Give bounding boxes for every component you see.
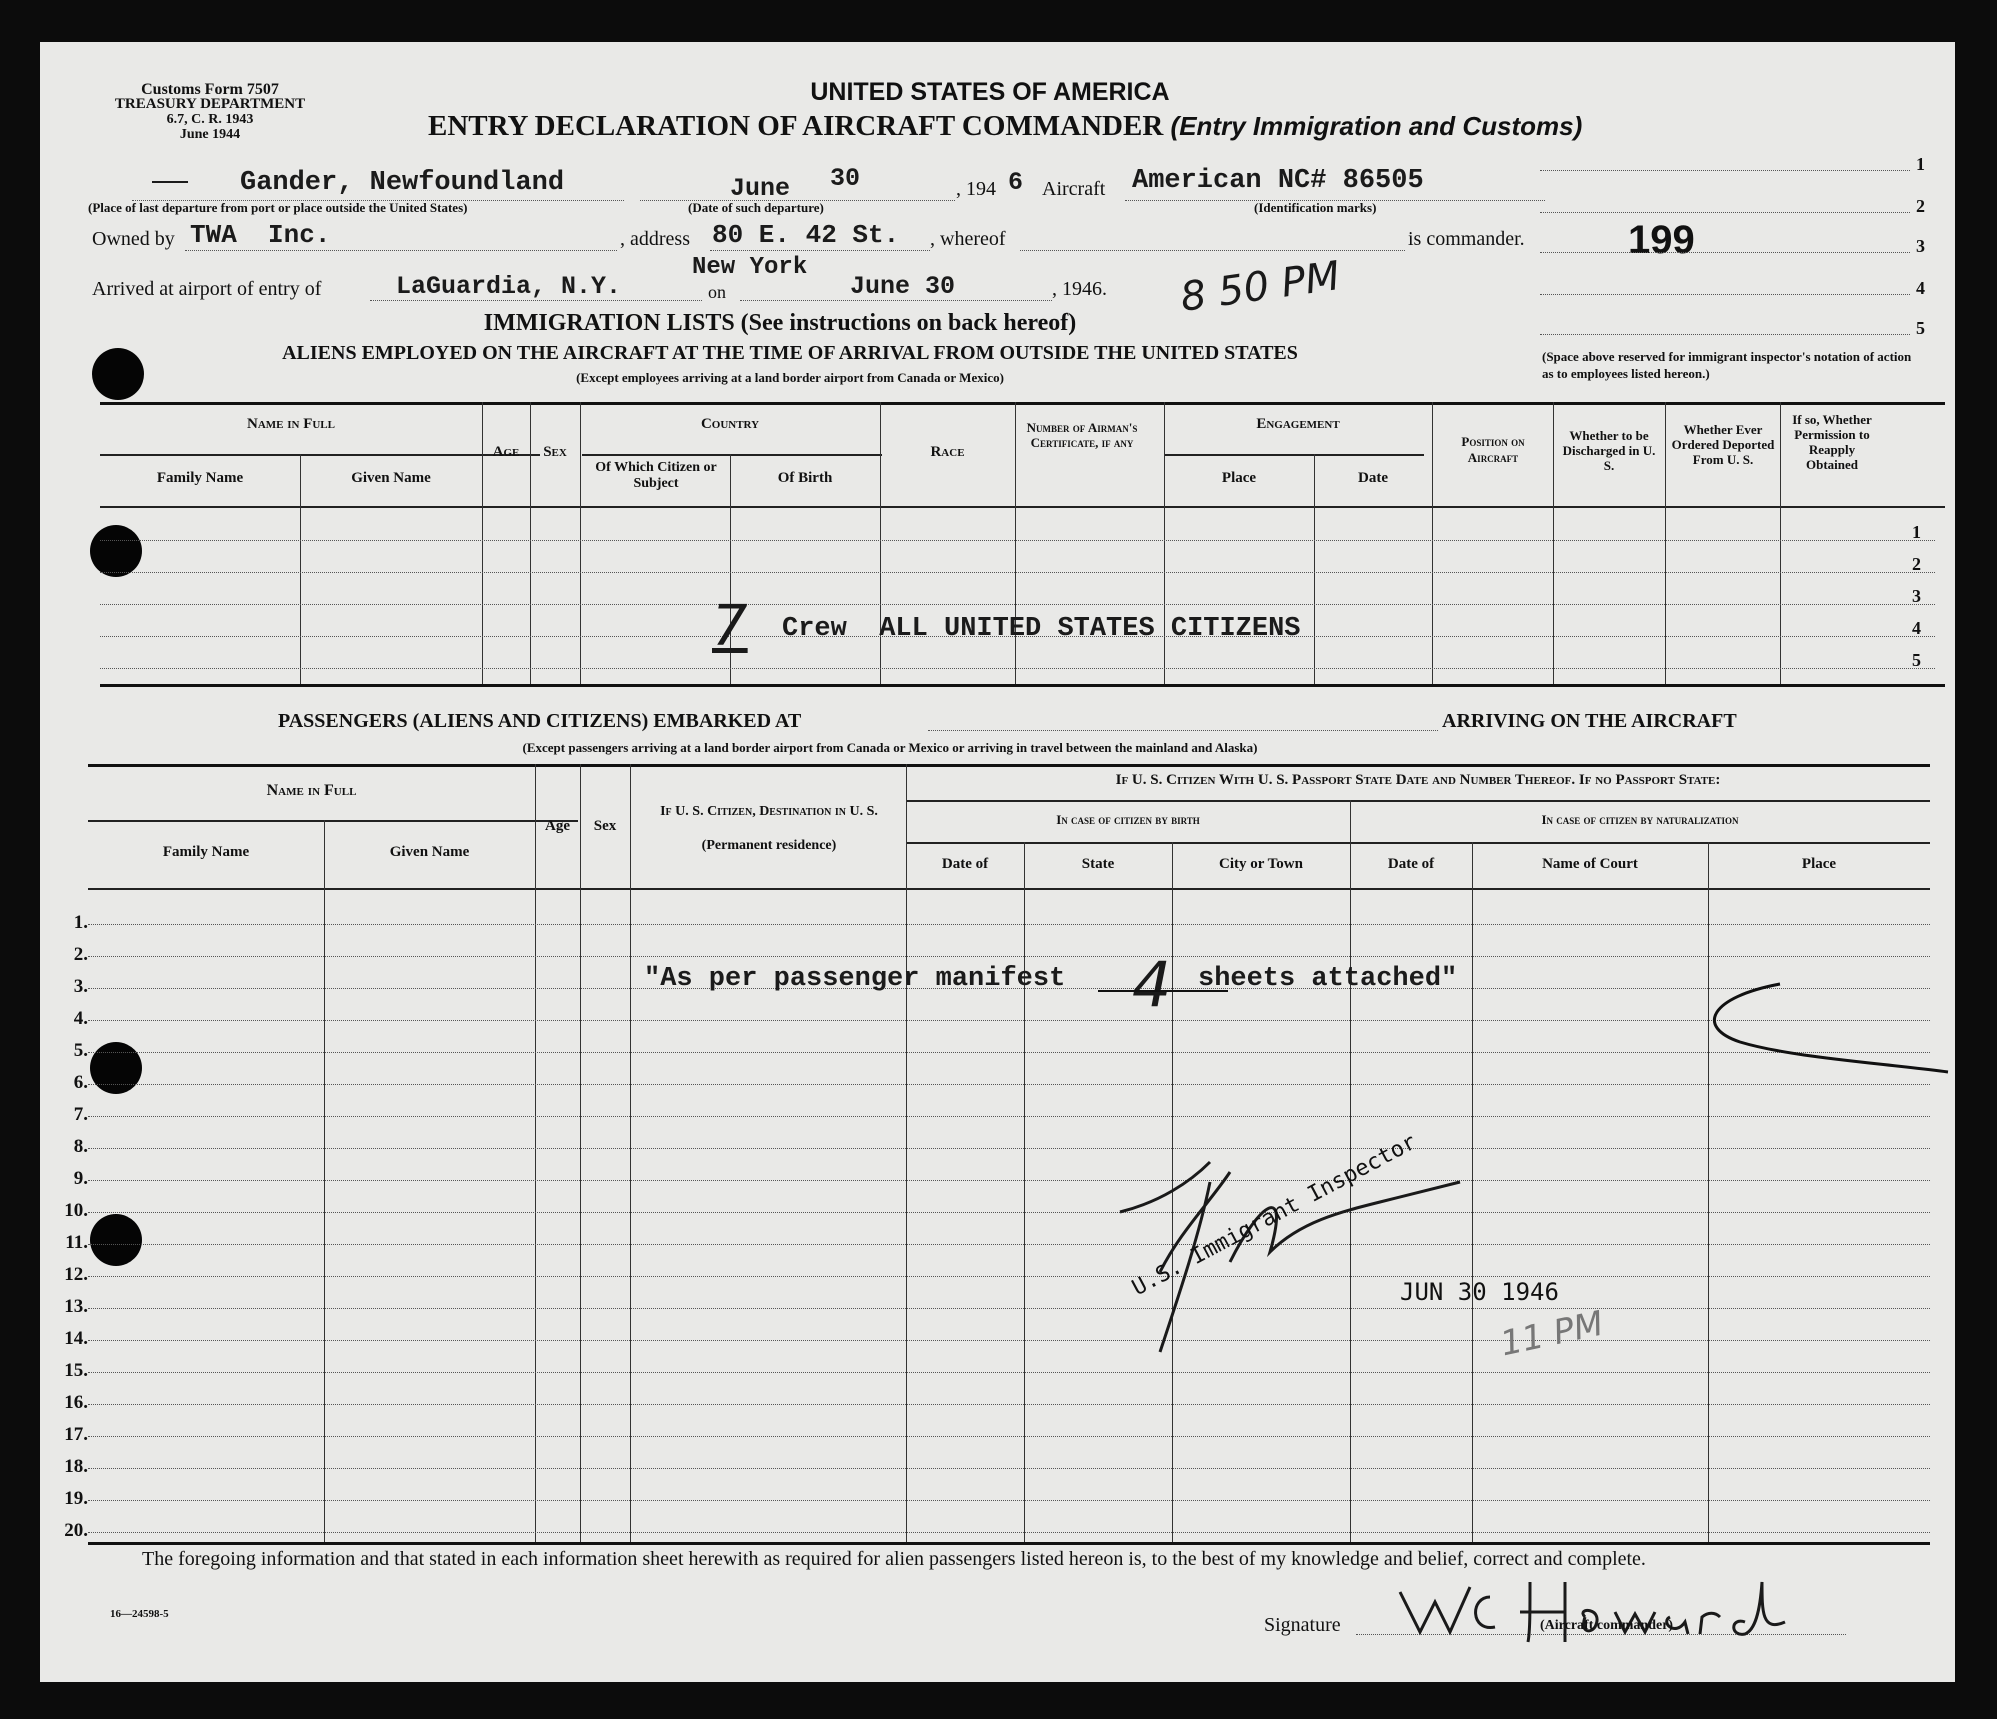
crew-col-birth: Of Birth — [777, 470, 833, 486]
pax-row-19: 19. — [64, 1488, 88, 1509]
departure-day: 30 — [830, 164, 861, 193]
owned-label: Owned by — [92, 228, 175, 250]
inspector-stamp-title: U.S. Immigrant Inspector — [1128, 1129, 1421, 1301]
departure-date-caption: (Date of such departure) — [688, 200, 824, 215]
pax-col-name-in-full: Name in Full — [266, 782, 357, 799]
departure-place-caption: (Place of last departure from port or place outside the United States) — [88, 200, 468, 215]
pax-col-age: Age — [545, 818, 570, 834]
pax-row-1: 1. — [73, 912, 88, 933]
departure-month: June — [730, 174, 791, 203]
commander-label: is commander. — [1408, 228, 1525, 250]
inspector-row-2: 2 — [1916, 196, 1925, 216]
passengers-title-right: ARRIVING ON THE AIRCRAFT — [1442, 710, 1737, 732]
departure-place: Gander, Newfoundland — [240, 168, 565, 198]
pax-col-given-name: Given Name — [389, 844, 470, 860]
page-title-main: ENTRY DECLARATION OF AIRCRAFT COMMANDER — [428, 110, 1164, 142]
immigration-subtitle: ALIENS EMPLOYED ON THE AIRCRAFT AT THE TIME OF ARRIVAL FROM OUTSIDE THE UNITED STATES — [282, 342, 1298, 364]
pax-row-2: 2. — [73, 944, 88, 965]
pax-row-7: 7. — [73, 1104, 88, 1125]
crew-row-4: 4 — [1912, 618, 1921, 638]
aircraft-caption: (Identification marks) — [1254, 200, 1377, 215]
arrival-city: New York — [692, 254, 808, 281]
arrival-airport: LaGuardia, N.Y. — [396, 272, 622, 301]
crew-col-deported: Whether Ever Ordered Deported From U. S. — [1671, 422, 1775, 467]
pax-row-12: 12. — [64, 1264, 88, 1285]
passengers-title-left: PASSENGERS (ALIENS AND CITIZENS) EMBARKED AT — [278, 710, 802, 732]
declaration-statement: The foregoing information and that stated in each information sheet herewith as required for alien passengers listed hereon is, to the best of my knowledge and belief, correct and complete. — [142, 1548, 1646, 1570]
crew-col-discharged: Whether to be Discharged in U. S. — [1562, 428, 1656, 473]
form-number: Customs Form 7507 — [141, 81, 279, 98]
inspector-space-caption: (Space above reserved for immigrant inspector's notation of action as to employees listed hereon.) — [1542, 349, 1912, 381]
pax-row-17: 17. — [64, 1424, 88, 1445]
signature-caption: (Aircraft commander) — [1540, 1618, 1674, 1633]
crew-col-given-name: Given Name — [351, 470, 431, 486]
pax-row-4: 4. — [73, 1008, 88, 1029]
pax-row-8: 8. — [73, 1136, 88, 1157]
pax-row-14: 14. — [64, 1328, 88, 1349]
pax-row-18: 18. — [64, 1456, 88, 1477]
inspector-row-4: 4 — [1916, 278, 1925, 298]
arrival-time-note: 8 50 PM — [1177, 253, 1343, 321]
print-code: 16—24598-5 — [110, 1608, 169, 1620]
pax-col-state: State — [1081, 856, 1115, 872]
crew-col-reapply: If so, Whether Permission to Reapply Obtained — [1792, 412, 1872, 472]
pax-by-birth: In case of citizen by birth — [1056, 812, 1200, 827]
crew-count: 7 — [712, 594, 748, 659]
arrival-on-label: on — [708, 282, 726, 302]
pax-row-20: 20. — [64, 1520, 88, 1541]
crew-col-citizen: Of Which Citizen or Subject — [595, 460, 717, 491]
page-title — [428, 110, 1582, 143]
pax-by-naturalization: In case of citizen by naturalization — [1541, 812, 1739, 827]
crew-col-family-name: Family Name — [156, 470, 244, 486]
crew-entry-text: Crew ALL UNITED STATES CITIZENS — [782, 614, 1301, 644]
punch-hole-4 — [90, 1214, 142, 1266]
pax-col-destination: If U. S. Citizen, Destination in U. S. — [660, 804, 878, 819]
inspector-signature-mark — [1080, 1142, 1500, 1382]
pax-row-9: 9. — [73, 1168, 88, 1189]
pax-row-6: 6. — [73, 1072, 88, 1093]
commander-signature — [1390, 1562, 1810, 1652]
crossed-prefix — [152, 170, 188, 194]
manifest-count: 4 — [1132, 948, 1172, 1021]
aircraft-id: American NC# 86505 — [1132, 166, 1424, 196]
manifest-text-left: "As per passenger manifest — [644, 964, 1066, 994]
immigration-title: IMMIGRATION LISTS (See instructions on back hereof) — [483, 310, 1077, 336]
pax-row-5: 5. — [73, 1040, 88, 1061]
page-title-paren: (Entry Immigration and Customs) — [1170, 111, 1583, 141]
arrival-year: , 1946. — [1052, 278, 1107, 300]
inspector-row-5: 5 — [1916, 318, 1925, 338]
inspector-row-3: 3 — [1916, 236, 1925, 256]
crew-col-engagement: Engagement — [1256, 416, 1340, 432]
address-label: , address — [620, 228, 690, 250]
pax-col-date-of: Date of — [941, 856, 989, 872]
pax-row-13: 13. — [64, 1296, 88, 1317]
punch-hole-2 — [90, 525, 142, 577]
owner-name: TWA Inc. — [190, 220, 331, 250]
crew-col-position: Position on Aircraft — [1461, 434, 1525, 465]
crew-row-5: 5 — [1912, 650, 1921, 670]
crew-col-name-in-full: Name in Full — [246, 416, 335, 432]
crew-col-country: Country — [700, 416, 760, 432]
pax-row-10: 10. — [64, 1200, 88, 1221]
crew-col-place: Place — [1221, 470, 1257, 486]
pax-col-destination-sub: (Permanent residence) — [701, 838, 837, 853]
manifest-text-right: sheets attached" — [1198, 964, 1458, 994]
crew-col-sex: Sex — [543, 444, 567, 460]
punch-hole-3 — [90, 1042, 142, 1094]
pax-col-court: Name of Court — [1542, 856, 1638, 872]
crew-col-race: Race — [930, 444, 965, 460]
pax-row-3: 3. — [73, 976, 88, 997]
inspector-number: 199 — [1628, 218, 1695, 262]
crew-row-3: 3 — [1912, 586, 1921, 606]
punch-hole-1 — [92, 348, 144, 400]
pax-row-11: 11. — [65, 1232, 88, 1253]
pax-row-16: 16. — [64, 1392, 88, 1413]
margin-ink-stroke — [1700, 972, 1950, 1112]
inspector-row-1: 1 — [1916, 154, 1925, 174]
pax-row-15: 15. — [64, 1360, 88, 1381]
departure-year: 6 — [1008, 168, 1024, 197]
regulation-ref: 6.7, C. R. 1943 — [166, 112, 254, 127]
pax-passport-header: If U. S. Citizen With U. S. Passport State Date and Number Thereof. If no Passport State: — [1115, 772, 1721, 788]
signature-label: Signature — [1264, 1614, 1341, 1636]
inspector-stamp-time: 11 PM — [1496, 1303, 1607, 1365]
crew-col-date: Date — [1358, 470, 1388, 486]
departure-year-prefix: , 194 — [956, 178, 996, 200]
owner-address: 80 E. 42 St. — [712, 220, 900, 250]
whereof-label: , whereof — [930, 228, 1006, 250]
pax-col-family-name: Family Name — [162, 844, 250, 860]
pax-col-place: Place — [1801, 856, 1837, 872]
pax-col-date-of-2: Date of — [1387, 856, 1435, 872]
passengers-note: (Except passengers arriving at a land border airport from Canada or Mexico or arriving in travel between the mainland and Alaska) — [522, 740, 1258, 755]
arrival-date: June 30 — [850, 272, 956, 301]
immigration-note: (Except employees arriving at a land border airport from Canada or Mexico) — [576, 370, 1004, 385]
form-date: June 1944 — [179, 127, 241, 142]
department: TREASURY DEPARTMENT — [114, 96, 306, 112]
pax-col-city: City or Town — [1219, 856, 1303, 872]
pax-col-sex: Sex — [593, 818, 617, 834]
form-number-block — [80, 82, 340, 142]
crew-row-2: 2 — [1912, 554, 1921, 574]
crew-col-age: Age — [492, 444, 520, 460]
aircraft-label: Aircraft — [1042, 178, 1106, 200]
form-sheet — [40, 42, 1955, 1682]
arrival-label: Arrived at airport of entry of — [92, 278, 322, 300]
country-title: UNITED STATES OF AMERICA — [810, 78, 1170, 106]
crew-col-certificate: Number of Airman's Certificate, if any — [1026, 420, 1138, 450]
crew-row-1: 1 — [1912, 522, 1921, 542]
inspector-stamp-date: JUN 30 1946 — [1400, 1278, 1559, 1306]
